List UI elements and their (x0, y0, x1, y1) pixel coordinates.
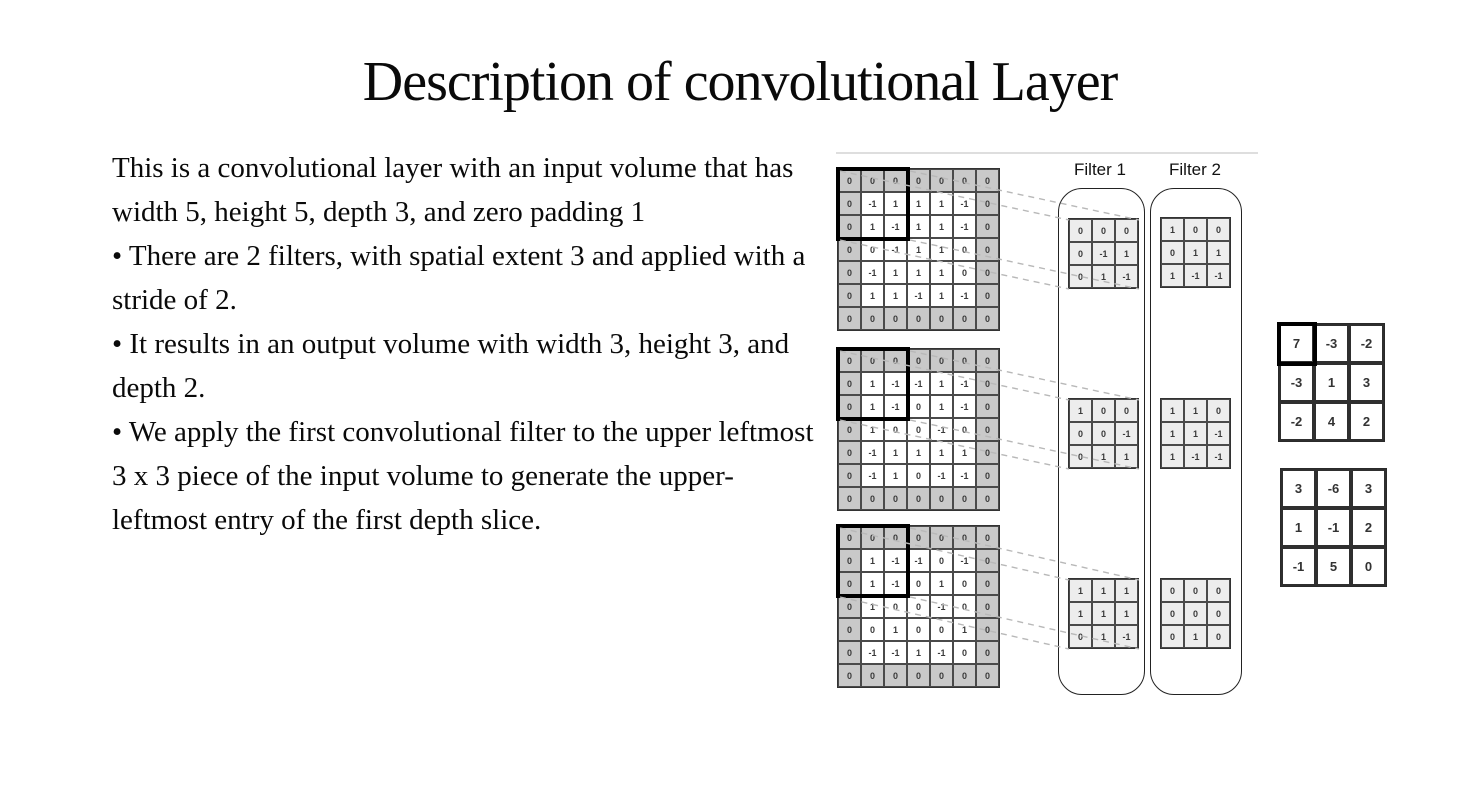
grid-cell: 0 (907, 307, 930, 330)
grid-cell: 0 (976, 595, 999, 618)
grid-cell: 1 (861, 284, 884, 307)
grid-cell: 1 (1161, 445, 1184, 468)
input-slice-2 (837, 348, 1000, 511)
grid-cell: 1 (907, 641, 930, 664)
grid-cell: 1 (884, 192, 907, 215)
grid-cell: -6 (1316, 469, 1351, 508)
grid-cell: 1 (1161, 399, 1184, 422)
grid-cell: 1 (907, 261, 930, 284)
grid-cell: 1 (907, 192, 930, 215)
output-slice-1 (1278, 323, 1385, 442)
grid-cell: 0 (838, 418, 861, 441)
grid-cell: -1 (953, 192, 976, 215)
grid-cell: -1 (1092, 242, 1115, 265)
filter1-slice-3 (1068, 578, 1139, 649)
grid-cell: -1 (1115, 422, 1138, 445)
grid-cell: -1 (953, 215, 976, 238)
grid-cell: 0 (976, 192, 999, 215)
grid-cell: 1 (861, 418, 884, 441)
grid-cell: 1 (930, 192, 953, 215)
grid-cell: 0 (861, 526, 884, 549)
grid-cell: 1 (1161, 264, 1184, 287)
grid-cell: 0 (1115, 219, 1138, 242)
grid-cell: 0 (838, 526, 861, 549)
grid-cell: 0 (838, 595, 861, 618)
grid-cell: -1 (861, 192, 884, 215)
grid-cell: 1 (861, 215, 884, 238)
grid-cell: 1 (1161, 422, 1184, 445)
grid-cell: 0 (976, 464, 999, 487)
grid-cell: 1 (907, 238, 930, 261)
grid-cell: 0 (861, 664, 884, 687)
grid-cell: 1 (930, 215, 953, 238)
grid-cell: 0 (930, 549, 953, 572)
grid-cell: -1 (953, 372, 976, 395)
grid-cell: -1 (884, 395, 907, 418)
grid-cell: -1 (1184, 264, 1207, 287)
grid-cell: 0 (976, 526, 999, 549)
grid-cell: -1 (884, 549, 907, 572)
grid-cell: 1 (1115, 242, 1138, 265)
grid-cell: 0 (907, 395, 930, 418)
grid-cell: -1 (1184, 445, 1207, 468)
grid-cell: 0 (1207, 218, 1230, 241)
grid-cell: 7 (1279, 324, 1314, 363)
grid-cell: 0 (1207, 399, 1230, 422)
grid-cell: 1 (930, 261, 953, 284)
grid-cell: 1 (1092, 579, 1115, 602)
grid-cell: 0 (1069, 445, 1092, 468)
grid-cell: 0 (838, 664, 861, 687)
grid-cell: 0 (976, 261, 999, 284)
grid-cell: -1 (930, 641, 953, 664)
grid-cell: 0 (953, 664, 976, 687)
grid-cell: 1 (861, 372, 884, 395)
grid-cell: 1 (884, 284, 907, 307)
grid-cell: 0 (884, 526, 907, 549)
grid-cell: -1 (953, 549, 976, 572)
grid-cell: 1 (1092, 265, 1115, 288)
filter2-slice-1 (1160, 217, 1231, 288)
grid-cell: 0 (976, 487, 999, 510)
grid-cell: -1 (1207, 445, 1230, 468)
filter1-slice-2 (1068, 398, 1139, 469)
grid-cell: 0 (976, 641, 999, 664)
grid-cell: 0 (976, 349, 999, 372)
grid-cell: 0 (953, 572, 976, 595)
grid-cell: 0 (976, 238, 999, 261)
filter1-label: Filter 1 (1074, 160, 1126, 179)
grid-cell: -1 (953, 464, 976, 487)
divider-line (836, 152, 1258, 154)
grid-cell: 0 (1161, 579, 1184, 602)
grid-cell: 0 (953, 595, 976, 618)
grid-cell: 1 (930, 372, 953, 395)
grid-cell: 0 (930, 307, 953, 330)
grid-cell: 0 (884, 418, 907, 441)
description-bullet: • There are 2 filters, with spatial extent 3 and applied with a stride of 2. (112, 240, 806, 316)
grid-cell: -1 (953, 395, 976, 418)
grid-cell: 0 (1184, 579, 1207, 602)
grid-cell: 0 (953, 307, 976, 330)
grid-cell: -3 (1314, 324, 1349, 363)
grid-cell: 1 (1092, 602, 1115, 625)
grid-cell: 0 (838, 464, 861, 487)
grid-cell: 0 (907, 169, 930, 192)
grid-cell: -1 (907, 284, 930, 307)
grid-cell: 1 (930, 284, 953, 307)
grid-cell: 3 (1349, 363, 1384, 402)
grid-cell: 0 (838, 441, 861, 464)
grid-cell: 1 (1184, 625, 1207, 648)
description-bullet: • We apply the first convolutional filter to the upper leftmost 3 x 3 piece of the input volume to generate the upper-leftmost entry of the first depth slice. (112, 416, 814, 536)
grid-cell: 0 (861, 618, 884, 641)
grid-cell: 0 (907, 526, 930, 549)
grid-cell: 0 (976, 572, 999, 595)
grid-cell: -1 (884, 641, 907, 664)
grid-cell: 1 (930, 441, 953, 464)
grid-cell: 0 (953, 349, 976, 372)
filter1-slice-1 (1068, 218, 1139, 289)
output-slice-2 (1280, 468, 1387, 587)
grid-cell: 1 (953, 618, 976, 641)
grid-cell: 1 (861, 549, 884, 572)
grid-cell: 0 (1184, 602, 1207, 625)
grid-cell: 0 (861, 238, 884, 261)
grid-cell: 0 (907, 572, 930, 595)
grid-cell: 0 (976, 395, 999, 418)
grid-cell: 1 (1115, 602, 1138, 625)
grid-cell: -3 (1279, 363, 1314, 402)
grid-cell: 0 (976, 618, 999, 641)
grid-cell: 0 (930, 526, 953, 549)
grid-cell: 0 (976, 169, 999, 192)
grid-cell: -1 (884, 238, 907, 261)
grid-cell: 4 (1314, 402, 1349, 441)
grid-cell: 0 (953, 169, 976, 192)
grid-cell: 0 (838, 487, 861, 510)
grid-cell: 1 (907, 441, 930, 464)
grid-cell: 0 (976, 284, 999, 307)
grid-cell: 0 (884, 487, 907, 510)
grid-cell: -1 (884, 372, 907, 395)
grid-cell: -1 (907, 372, 930, 395)
grid-cell: 0 (838, 284, 861, 307)
grid-cell: 0 (1184, 218, 1207, 241)
grid-cell: 0 (838, 169, 861, 192)
grid-cell: 0 (1092, 219, 1115, 242)
grid-cell: 0 (1069, 242, 1092, 265)
grid-cell: 0 (976, 215, 999, 238)
grid-cell: 0 (1069, 265, 1092, 288)
grid-cell: -1 (907, 549, 930, 572)
grid-cell: 0 (861, 349, 884, 372)
grid-cell: 0 (838, 572, 861, 595)
grid-cell: -1 (884, 215, 907, 238)
grid-cell: 1 (1092, 625, 1115, 648)
grid-cell: 0 (953, 238, 976, 261)
grid-cell: 0 (1069, 422, 1092, 445)
filter2-label: Filter 2 (1169, 160, 1221, 179)
grid-cell: 0 (861, 487, 884, 510)
grid-cell: 0 (976, 418, 999, 441)
grid-cell: 0 (1092, 399, 1115, 422)
grid-cell: 1 (907, 215, 930, 238)
grid-cell: 3 (1281, 469, 1316, 508)
grid-cell: 1 (1069, 602, 1092, 625)
grid-cell: -1 (1281, 547, 1316, 586)
grid-cell: 0 (953, 526, 976, 549)
grid-cell: 0 (907, 664, 930, 687)
grid-cell: 1 (1281, 508, 1316, 547)
grid-cell: 0 (930, 618, 953, 641)
input-slice-1 (837, 168, 1000, 331)
grid-cell: 0 (884, 664, 907, 687)
grid-cell: 1 (884, 261, 907, 284)
grid-cell: -1 (930, 464, 953, 487)
grid-cell: 0 (907, 595, 930, 618)
grid-cell: 0 (953, 418, 976, 441)
filter2-slice-3 (1160, 578, 1231, 649)
grid-cell: -1 (861, 464, 884, 487)
grid-cell: 1 (953, 441, 976, 464)
grid-cell: 0 (838, 215, 861, 238)
grid-cell: 0 (838, 372, 861, 395)
grid-cell: -1 (884, 572, 907, 595)
grid-cell: 1 (930, 238, 953, 261)
grid-cell: 0 (976, 441, 999, 464)
grid-cell: 1 (1115, 579, 1138, 602)
grid-cell: 1 (1184, 241, 1207, 264)
grid-cell: 0 (838, 307, 861, 330)
grid-cell: 0 (838, 641, 861, 664)
grid-cell: 0 (838, 395, 861, 418)
grid-cell: 0 (953, 487, 976, 510)
grid-cell: -1 (861, 641, 884, 664)
grid-cell: 0 (1115, 399, 1138, 422)
grid-cell: 0 (930, 169, 953, 192)
grid-cell: 0 (861, 307, 884, 330)
grid-cell: 0 (907, 418, 930, 441)
grid-cell: -2 (1279, 402, 1314, 441)
grid-cell: 0 (838, 549, 861, 572)
grid-cell: 0 (838, 261, 861, 284)
description-paragraph: This is a convolutional layer with an input volume that has width 5, height 5, depth 3, and zero padding 1 (112, 152, 794, 228)
grid-cell: 1 (1069, 579, 1092, 602)
input-slice-3 (837, 525, 1000, 688)
grid-cell: 0 (884, 307, 907, 330)
grid-cell: 5 (1316, 547, 1351, 586)
grid-cell: 1 (884, 618, 907, 641)
grid-cell: 0 (907, 464, 930, 487)
grid-cell: 0 (976, 549, 999, 572)
grid-cell: -1 (1207, 264, 1230, 287)
grid-cell: 0 (976, 307, 999, 330)
grid-cell: 0 (1069, 219, 1092, 242)
filter2-slice-2 (1160, 398, 1231, 469)
grid-cell: 0 (838, 238, 861, 261)
grid-cell: 0 (1351, 547, 1386, 586)
grid-cell: 0 (976, 372, 999, 395)
grid-cell: 1 (1069, 399, 1092, 422)
grid-cell: -1 (953, 284, 976, 307)
grid-cell: -1 (930, 595, 953, 618)
grid-cell: 0 (1161, 241, 1184, 264)
grid-cell: 0 (1207, 602, 1230, 625)
grid-cell: -1 (1115, 625, 1138, 648)
grid-cell: 0 (1161, 602, 1184, 625)
grid-cell: 0 (838, 192, 861, 215)
grid-cell: 1 (861, 572, 884, 595)
grid-cell: 0 (1092, 422, 1115, 445)
grid-cell: 1 (1207, 241, 1230, 264)
grid-cell: 0 (884, 349, 907, 372)
grid-cell: 1 (1092, 445, 1115, 468)
grid-cell: -1 (861, 261, 884, 284)
grid-cell: 1 (884, 441, 907, 464)
grid-cell: 0 (930, 487, 953, 510)
grid-cell: 0 (976, 664, 999, 687)
grid-cell: 1 (1115, 445, 1138, 468)
grid-cell: 0 (838, 349, 861, 372)
grid-cell: 0 (930, 349, 953, 372)
grid-cell: 1 (861, 595, 884, 618)
grid-cell: 3 (1351, 469, 1386, 508)
grid-cell: 1 (1184, 422, 1207, 445)
grid-cell: 1 (1314, 363, 1349, 402)
grid-cell: 1 (1161, 218, 1184, 241)
grid-cell: 1 (930, 395, 953, 418)
grid-cell: -1 (930, 418, 953, 441)
grid-cell: 0 (907, 487, 930, 510)
grid-cell: 0 (884, 169, 907, 192)
grid-cell: 2 (1349, 402, 1384, 441)
grid-cell: -1 (861, 441, 884, 464)
grid-cell: -2 (1349, 324, 1384, 363)
grid-cell: 0 (1207, 625, 1230, 648)
grid-cell: -1 (1207, 422, 1230, 445)
grid-cell: -1 (1115, 265, 1138, 288)
description-bullet: • It results in an output volume with width 3, height 3, and depth 2. (112, 328, 790, 404)
grid-cell: 0 (861, 169, 884, 192)
grid-cell: 1 (930, 572, 953, 595)
grid-cell: 0 (953, 641, 976, 664)
grid-cell: 0 (884, 595, 907, 618)
grid-cell: 2 (1351, 508, 1386, 547)
grid-cell: 0 (907, 349, 930, 372)
grid-cell: 1 (884, 464, 907, 487)
grid-cell: 1 (1184, 399, 1207, 422)
grid-cell: 0 (838, 618, 861, 641)
grid-cell: 0 (930, 664, 953, 687)
description-text (112, 146, 818, 542)
grid-cell: 0 (1161, 625, 1184, 648)
grid-cell: 1 (861, 395, 884, 418)
grid-cell: 0 (907, 618, 930, 641)
page-title: Description of convolutional Layer (362, 51, 1118, 113)
grid-cell: -1 (1316, 508, 1351, 547)
grid-cell: 0 (1069, 625, 1092, 648)
grid-cell: 0 (953, 261, 976, 284)
grid-cell: 0 (1207, 579, 1230, 602)
